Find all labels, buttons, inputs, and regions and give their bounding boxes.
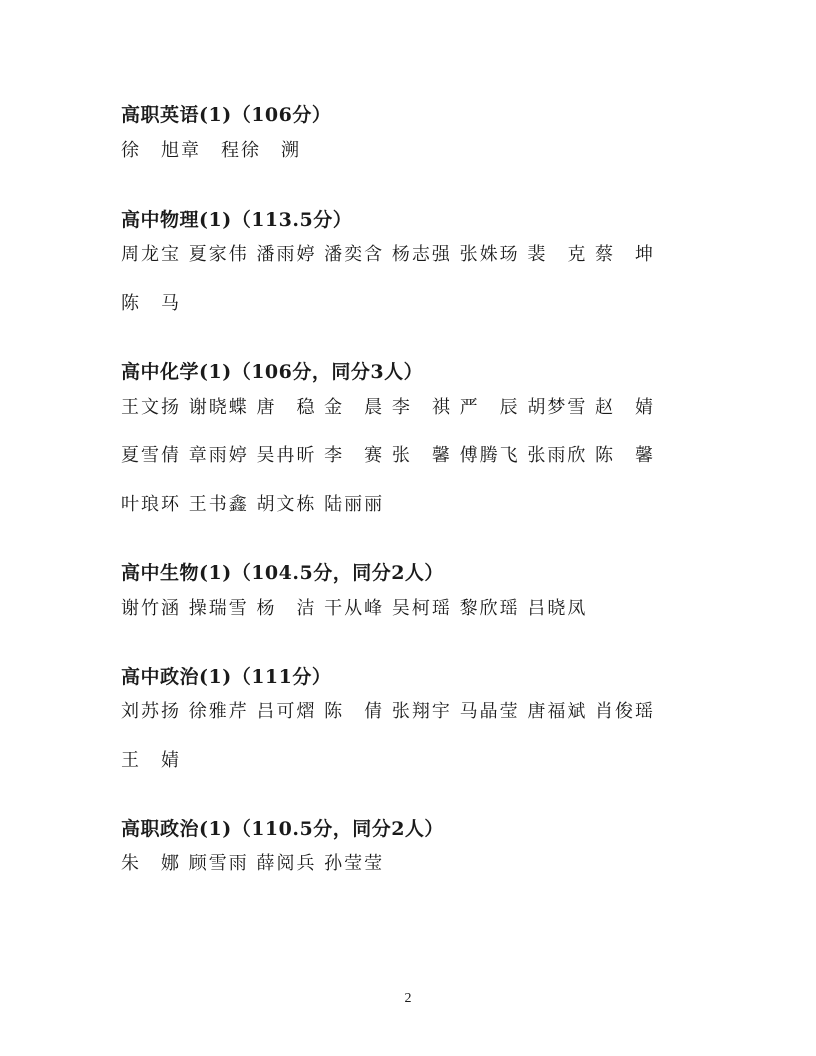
section-title-vocational-english: 高职英语(1)（106分） — [121, 104, 332, 126]
name-list-line: 王 婧 — [121, 750, 181, 771]
section-title-highschool-physics: 高中物理(1)（113.5分） — [121, 209, 353, 231]
name-list-line: 周龙宝 夏家伟 潘雨婷 潘奕含 杨志强 张姝玚 裴 克 蔡 坤 — [121, 244, 656, 265]
name-list-line: 夏雪倩 章雨婷 吴冉昕 李 赛 张 馨 傅腾飞 张雨欣 陈 馨 — [121, 445, 656, 466]
name-list-line: 叶琅环 王书鑫 胡文栋 陆丽丽 — [121, 494, 385, 515]
name-list-line: 徐 旭章 程徐 溯 — [121, 140, 301, 161]
section-title-highschool-biology: 高中生物(1)（104.5分，同分2人） — [121, 562, 444, 584]
section-title-vocational-politics: 高职政治(1)（110.5分，同分2人） — [121, 818, 444, 840]
section-title-highschool-politics: 高中政治(1)（111分） — [121, 666, 332, 688]
name-list-line: 刘苏扬 徐雅芹 吕可熠 陈 倩 张翔宇 马晶莹 唐福斌 肖俊瑶 — [121, 701, 656, 722]
name-list-line: 陈 马 — [121, 293, 181, 314]
section-title-highschool-chemistry: 高中化学(1)（106分，同分3人） — [121, 361, 424, 383]
name-list-line: 王文扬 谢晓蝶 唐 稳 金 晨 李 祺 严 辰 胡梦雪 赵 婧 — [121, 397, 656, 418]
name-list-line: 朱 娜 顾雪雨 薛阅兵 孙莹莹 — [121, 853, 385, 874]
name-list-line: 谢竹涵 操瑞雪 杨 洁 干从峰 吴柯瑶 黎欣瑶 吕晓凤 — [121, 598, 588, 619]
page-number: 2 — [404, 991, 412, 1006]
